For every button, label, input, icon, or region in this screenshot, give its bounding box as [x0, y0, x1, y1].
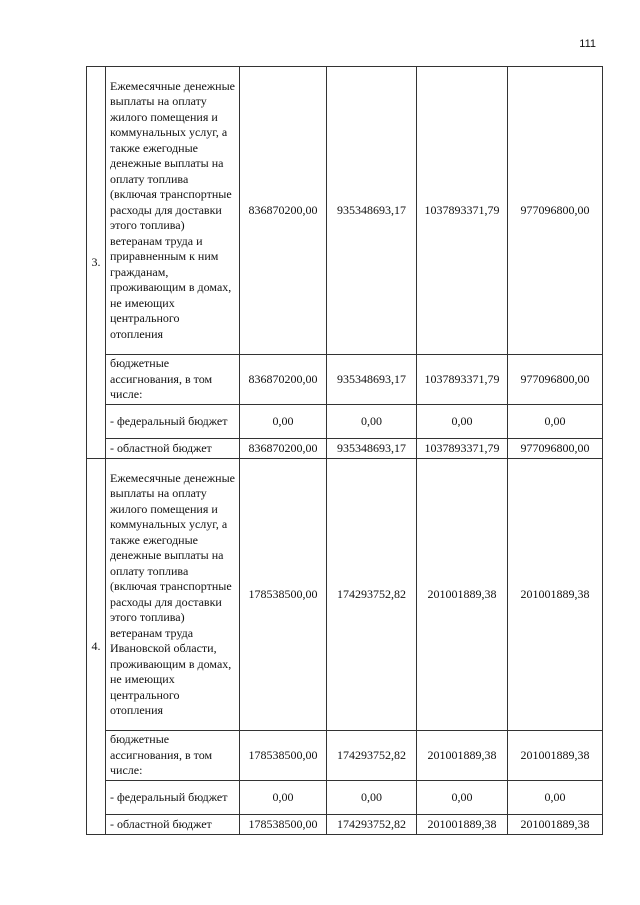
value-cell: 201001889,38	[508, 815, 603, 835]
table-row	[87, 459, 603, 731]
row-number: 3.	[87, 67, 106, 459]
value-cell: 0,00	[327, 781, 417, 815]
value-cell: 174293752,82	[327, 731, 417, 781]
value-cell: 201001889,38	[508, 459, 603, 731]
value-cell: 935348693,17	[327, 67, 417, 355]
value-cell: 935348693,17	[327, 439, 417, 459]
row-label: бюджетные ассигнования, в том числе:	[106, 731, 240, 781]
value-cell: 977096800,00	[508, 439, 603, 459]
table-row	[87, 355, 603, 405]
value-cell: 935348693,17	[327, 355, 417, 405]
row-label: - федеральный бюджет	[106, 781, 240, 815]
row-number: 4.	[87, 459, 106, 835]
value-cell: 0,00	[508, 405, 603, 439]
table-row	[87, 67, 603, 355]
value-cell: 0,00	[240, 781, 327, 815]
value-cell: 836870200,00	[240, 67, 327, 355]
value-cell: 1037893371,79	[417, 355, 508, 405]
row-label: - федеральный бюджет	[106, 405, 240, 439]
value-cell: 836870200,00	[240, 439, 327, 459]
value-cell: 178538500,00	[240, 731, 327, 781]
row-label: бюджетные ассигнования, в том числе:	[106, 355, 240, 405]
value-cell: 201001889,38	[417, 459, 508, 731]
table-row	[87, 731, 603, 781]
table-row	[87, 815, 603, 835]
value-cell: 174293752,82	[327, 459, 417, 731]
value-cell: 0,00	[327, 405, 417, 439]
value-cell: 836870200,00	[240, 355, 327, 405]
value-cell: 178538500,00	[240, 815, 327, 835]
value-cell: 0,00	[417, 405, 508, 439]
value-cell: 1037893371,79	[417, 439, 508, 459]
value-cell: 977096800,00	[508, 67, 603, 355]
value-cell: 977096800,00	[508, 355, 603, 405]
value-cell: 0,00	[417, 781, 508, 815]
value-cell: 0,00	[508, 781, 603, 815]
value-cell: 201001889,38	[508, 731, 603, 781]
table-row	[87, 405, 603, 439]
row-label: - областной бюджет	[106, 439, 240, 459]
value-cell: 201001889,38	[417, 731, 508, 781]
row-label: - областной бюджет	[106, 815, 240, 835]
budget-table	[86, 66, 603, 835]
value-cell: 178538500,00	[240, 459, 327, 731]
value-cell: 201001889,38	[417, 815, 508, 835]
table-row	[87, 439, 603, 459]
measure-description: Ежемесячные денежные выплаты на оплату жилого помещения и коммунальных услуг, а также ежегодные денежные выплаты на оплату топлива (включая транспортные расходы для доставки этого топлива) ветеранам труда и приравненным к ним гражданам, проживающим в домах, не имеющих центрального отопления	[106, 67, 240, 355]
measure-description: Ежемесячные денежные выплаты на оплату жилого помещения и коммунальных услуг, а также ежегодные денежные выплаты на оплату топлива (включая транспортные расходы для доставки этого топлива) ветеранам труда Ивановской области, проживающим в домах, не имеющих центрального отопления	[106, 459, 240, 731]
value-cell: 1037893371,79	[417, 67, 508, 355]
table-row	[87, 781, 603, 815]
page-number: 111	[579, 38, 596, 50]
value-cell: 174293752,82	[327, 815, 417, 835]
value-cell: 0,00	[240, 405, 327, 439]
